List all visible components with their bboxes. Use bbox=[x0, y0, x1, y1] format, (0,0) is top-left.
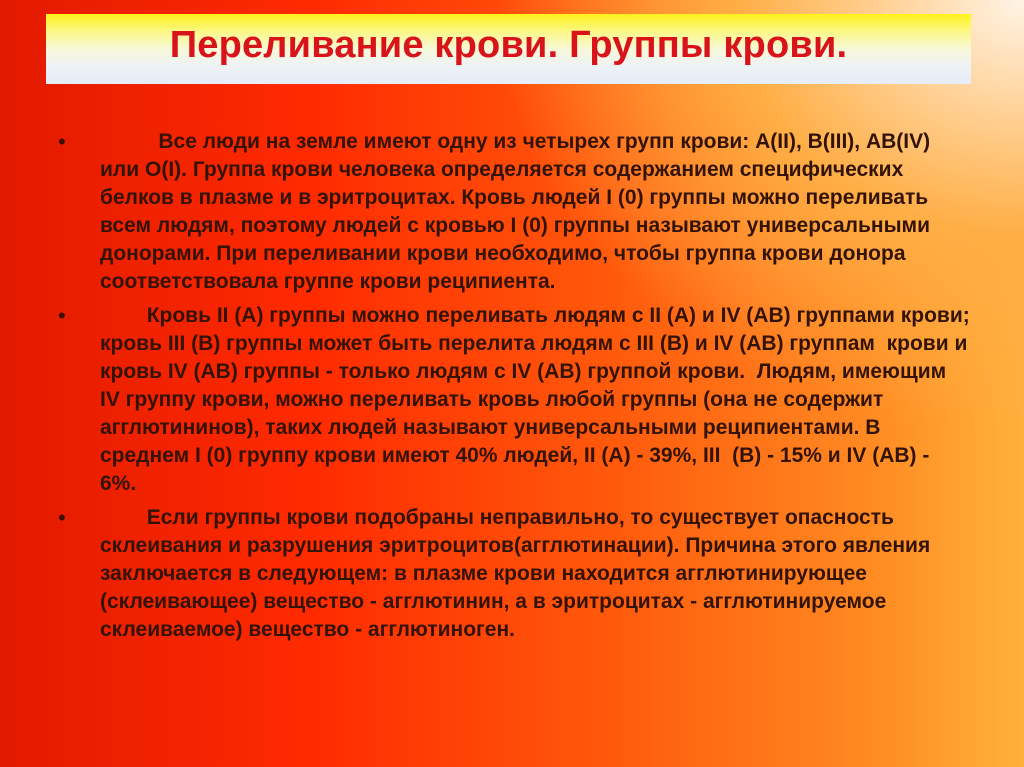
title-band bbox=[46, 14, 971, 84]
bullet-text: Кровь II (А) группы можно переливать людям с II (А) и IV (АВ) группами крови; кровь III (В) группы может быть перелита людям с III (В) и IV (АВ) группам крови и кровь IV (АВ) группы - только людям с IV (АВ) группой крови. Людям, имеющим IV группу крови, можно переливать кровь любой группы (она не содержит агглютининов), таких людей называют универсальными реципиентами. В среднем I (0) группу крови имеют 40% людей, II (А) - 39%, III (В) - 15% и IV (АВ) - 6%. bbox=[100, 304, 976, 495]
bullet-item bbox=[56, 302, 976, 498]
bullet-item bbox=[56, 504, 971, 644]
bullet-text: Если группы крови подобраны неправильно, то существует опасность склеивания и разрушения эритроцитов(агглютинации). Причина этого явления заключается в следующем: в плазме крови находится агглютинирующее (склеивающее) вещество - агглютинин, а в эритроцитах - агглютинируемое склеиваемое) вещество - агглютиноген. bbox=[100, 506, 937, 641]
bullet-text: Все люди на земле имеют одну из четырех групп крови: А(II), В(III), АВ(IV) или О(I). Группа крови человека определяется содержанием специфических белков в плазме и в эритроцитах. Кровь людей I (0) группы можно переливать всем людям, поэтому людей с кровью I (0) группы называют универсальными донорами. При переливании крови необходимо, чтобы группа крови донора соответствовала группе крови реципиента. bbox=[100, 130, 936, 293]
bullet-dot-icon: • bbox=[58, 303, 66, 328]
slide-title: Переливание крови. Группы крови. bbox=[169, 24, 848, 66]
bullet-item bbox=[56, 128, 971, 296]
bullet-list bbox=[56, 128, 976, 650]
bullet-dot-icon: • bbox=[58, 505, 66, 530]
bullet-dot-icon: • bbox=[58, 129, 66, 154]
